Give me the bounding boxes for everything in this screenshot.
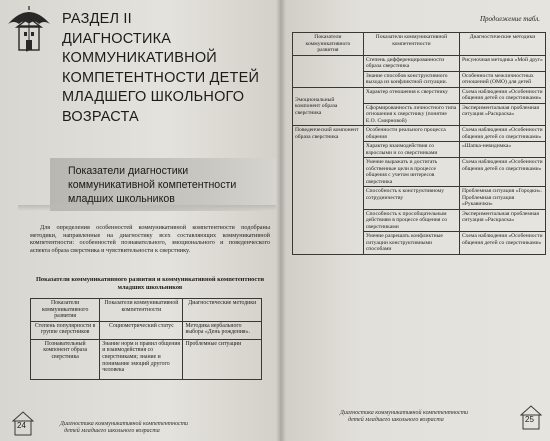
table-cell: Поведенческий компонент образа сверстника [293,126,364,255]
table-cell: Умение выражать и достигать собственные цели в процессе общения с учетом интересов сверстника [363,158,459,187]
table-cell: Методика вербального выбора «День рождения». [183,321,262,339]
table-header-cell: Диагностические методики [183,299,262,322]
table-caption: Показатели коммуникативного развития и коммуникативной компетентности младших школьников [35,276,265,291]
table-row [31,339,262,379]
table-cell: Умение разрешать конфликтные ситуации конструктивными способами [363,232,459,255]
table-cell: Особенности межличностных отношений (ОМО) для детей [459,71,545,87]
subsection-heading-line: коммуникативной компетентности [68,179,237,191]
table-cell: Эмоциональный компонент образа сверстника [293,87,364,126]
footer-line: детей младшего школьного возраста [64,428,160,434]
table-cell: Степень дифференцированности образа сверстника [363,55,459,71]
subsection-heading-box [50,158,276,211]
right-page [280,0,550,441]
table-cell [293,55,364,87]
table-header-row [31,299,262,322]
table-row [293,55,546,71]
table-header-row [293,33,546,56]
subsection-shadow [18,205,276,211]
table-cell: Знание норм и правил общения и взаимодействия со сверстниками; знание и понимание эмоций другого человека [100,339,183,379]
table-cell: Проблемная ситуация «Городки». Проблемная ситуация «Рукавички» [459,187,545,210]
indicators-table-left [30,298,262,380]
section-title-line: ВОЗРАСТА [62,108,139,125]
intro-paragraph: Для определения особенностей коммуникативной компетентности подобраны методики, направленные на диагностику всех составляющих коммуникативной компетентности: особенностей познавательного, эмоционального и поведенческого аспекта образа сверстника и чувствительности к сверстнику. [30,224,270,254]
umbrella-house-logo-icon [6,4,52,52]
section-title-line: КОММУНИКАТИВНОЙ [62,50,217,66]
table-cell: Схема наблюдения «Особенности общения детей со сверстниками» [459,87,545,103]
table-cell: Знание способов конструктивного выхода из конфликтной ситуации. [363,71,459,87]
left-footer [8,408,278,441]
table-cell: «Шапка-невидимка» [459,142,545,158]
table-cell: Характер отношения к сверстнику [363,87,459,103]
table-cell: Характер взаимодействия со взрослыми и со сверстниками [363,142,459,158]
table-row [293,87,546,103]
table-cell: Сформированность личностного типа отношения к сверстнику (понятие Е.О. Смирновой) [363,103,459,126]
table-cell: Схема наблюдения «Особенности общения детей со сверстниками» [459,232,545,255]
table-header-cell: Диагностические методики [459,33,545,56]
table-cell: Экспериментальная проблемная ситуация «Раскраска» [459,103,545,126]
table-cell: Схема наблюдения «Особенности общения детей со сверстниками» [459,158,545,187]
footer-text [340,410,468,424]
continuation-note: Продолжение табл. [479,15,540,23]
table-cell: Познавательный компонент образа сверстника [31,339,100,379]
section-title-line: ДИАГНОСТИКА [62,30,172,47]
book-gutter-shadow [276,0,286,441]
table-cell: Особенности реального процесса общения [363,126,459,142]
footer-text [60,421,188,435]
table-row [293,126,546,142]
table-header-cell: Показатели коммуникативного развития [293,33,364,56]
table-cell: Рисуночная методика «Мой друг» [459,55,545,71]
footer-line: Диагностика коммуникативной компетентности [60,421,189,427]
table-cell: Схема наблюдения «Особенности общения детей со сверстниками» [459,126,545,142]
right-footer [280,406,550,441]
table-cell: Способность к конструктивному сотрудничеству [363,187,459,210]
table-cell: Экспериментальная проблемная ситуация «Раскраска» [459,209,545,232]
section-title [62,10,276,127]
page-number: 25 [525,415,534,424]
table-cell: Социометрический статус [100,321,183,339]
table-header-cell: Показатели коммуникативного развития [31,299,100,322]
section-title-line: МЛАДШЕГО ШКОЛЬНОГО [62,89,245,105]
footer-line: Диагностика коммуникативной компетентности [340,410,469,416]
subsection-heading-line: Показатели диагностики [68,165,189,177]
table-header-cell: Показатели коммуникативной компетентности [363,33,459,56]
page-number: 24 [17,421,26,430]
table-header-cell: Показатели коммуникативной компетентности [100,299,183,322]
indicators-table-right [292,32,546,255]
table-cell: Способность к прособщательным действиям в процессе общения со сверстниками [363,209,459,232]
footer-line: детей младшего школьного возраста [348,417,444,423]
section-title-line: КОМПЕТЕНТНОСТИ ДЕТЕЙ [62,69,260,86]
section-title-line: РАЗДЕЛ II [62,11,132,27]
table-cell: Проблемные ситуации [183,339,262,379]
subsection-heading-line: младших школьников [68,193,175,205]
table-cell: Степень популярности в группе сверстников [31,321,100,339]
table-row [31,321,262,339]
